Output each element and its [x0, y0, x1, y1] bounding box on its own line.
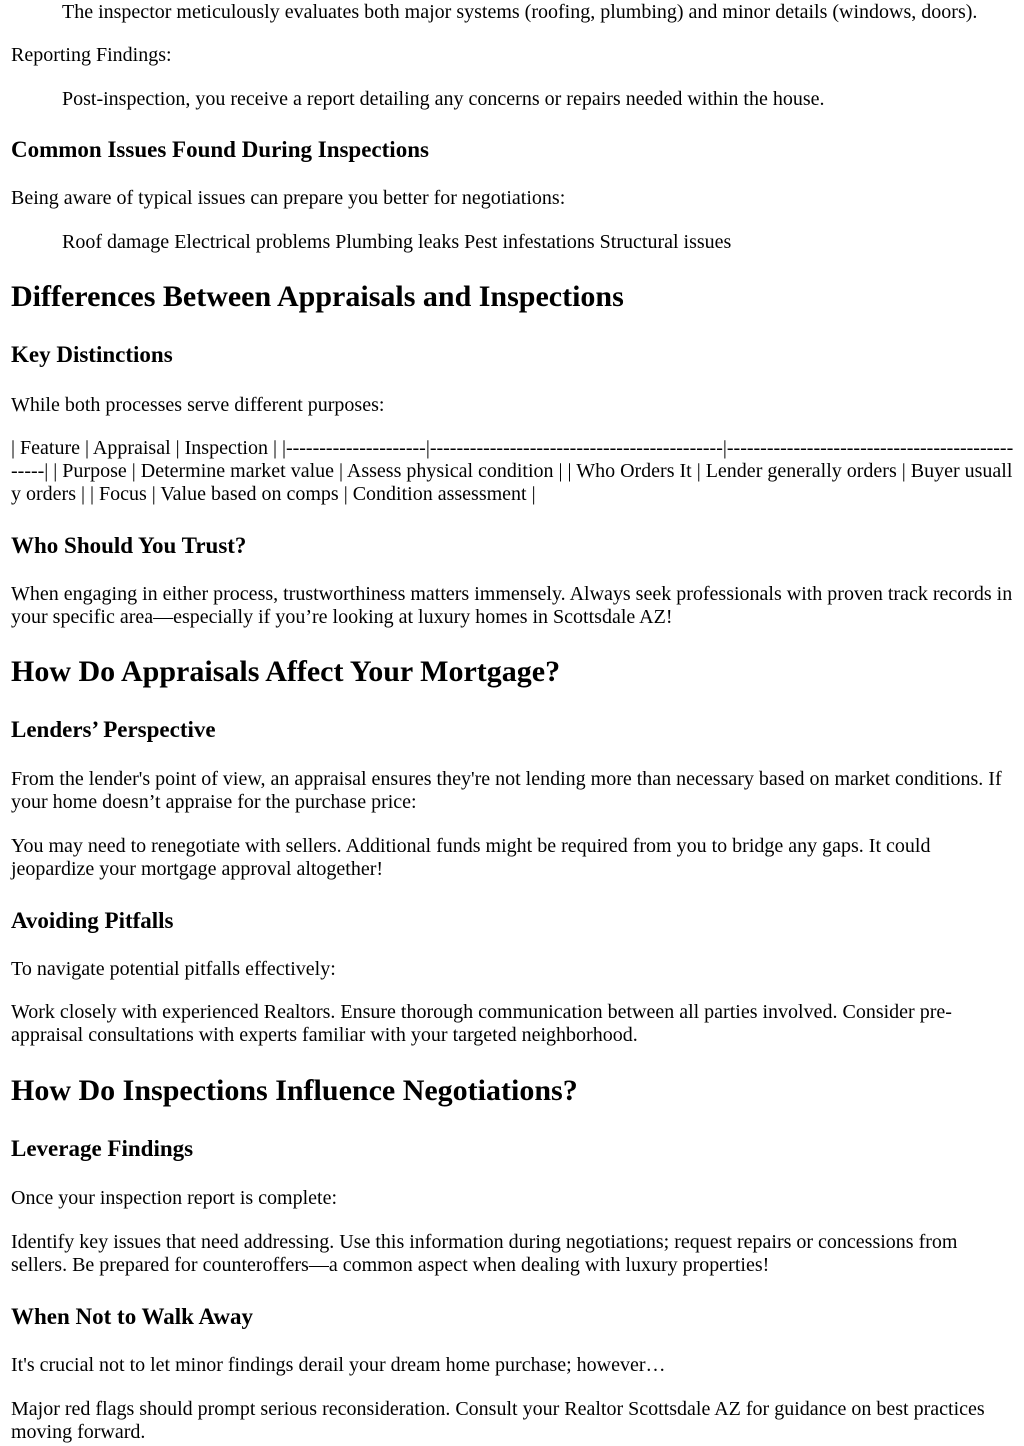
- walk-away-text: Major red flags should prompt serious reconsideration. Consult your Realtor Scottsdale AZ for guidance on best practices moving forward.: [11, 1398, 985, 1443]
- key-distinctions-heading: Key Distinctions: [11, 342, 173, 367]
- leverage-lead: Once your inspection report is complete:: [11, 1187, 338, 1209]
- lenders-heading: Lenders’ Perspective: [11, 717, 216, 742]
- pitfalls-heading: Avoiding Pitfalls: [11, 908, 174, 933]
- leverage-heading: Leverage Findings: [11, 1136, 194, 1161]
- trust-heading: Who Should You Trust?: [11, 533, 247, 558]
- trust-text: When engaging in either process, trustworthiness matters immensely. Always seek professionals with proven track records in your specific area—especially if you’re looking at luxury homes in Scottsdale AZ!: [11, 583, 1013, 628]
- walk-away-lead: It's crucial not to let minor findings derail your dream home purchase; however…: [11, 1354, 666, 1376]
- common-issues-heading: Common Issues Found During Inspections: [11, 137, 429, 162]
- comparison-table-text: | Feature | Appraisal | Inspection | |---------------------|--------------------------------------------|------------------------------------------------| | Purpose | Determine market value | Assess physical condition | | Who Orders It | Lender generally orders | Buyer usually orders | | Focus | Value based on comps | Condition assessment |: [11, 437, 1014, 505]
- lenders-text: From the lender's point of view, an appraisal ensures they're not lending more than necessary based on market conditions. If your home doesn’t appraise for the purchase price:: [11, 768, 1002, 813]
- common-issues-list: Roof damage Electrical problems Plumbing leaks Pest infestations Structural issues: [62, 231, 732, 253]
- common-issues-lead: Being aware of typical issues can prepare you better for negotiations:: [11, 187, 566, 209]
- mortgage-heading: How Do Appraisals Affect Your Mortgage?: [11, 655, 561, 688]
- differences-lead: While both processes serve different purposes:: [11, 394, 385, 416]
- negotiations-heading: How Do Inspections Influence Negotiations?: [11, 1074, 578, 1107]
- pitfalls-lead: To navigate potential pitfalls effectively:: [11, 958, 336, 980]
- pitfalls-list: Work closely with experienced Realtors. Ensure thorough communication between all parties involved. Consider pre-appraisal consultations with experts familiar with your targeted neighborhood.: [11, 1001, 952, 1046]
- walk-away-heading: When Not to Walk Away: [11, 1304, 253, 1329]
- reporting-quote: Post-inspection, you receive a report detailing any concerns or repairs needed within the house.: [62, 88, 825, 110]
- lenders-list: You may need to renegotiate with sellers. Additional funds might be required from you to bridge any gaps. It could jeopardize your mortgage approval altogether!: [11, 835, 931, 880]
- differences-heading: Differences Between Appraisals and Inspections: [11, 280, 624, 313]
- leverage-list: Identify key issues that need addressing. Use this information during negotiations; request repairs or concessions from sellers. Be prepared for counteroffers—a common aspect when dealing with luxury properties!: [11, 1231, 958, 1276]
- intro-quote: The inspector meticulously evaluates both major systems (roofing, plumbing) and minor details (windows, doors).: [62, 1, 978, 23]
- reporting-label: Reporting Findings:: [11, 44, 172, 66]
